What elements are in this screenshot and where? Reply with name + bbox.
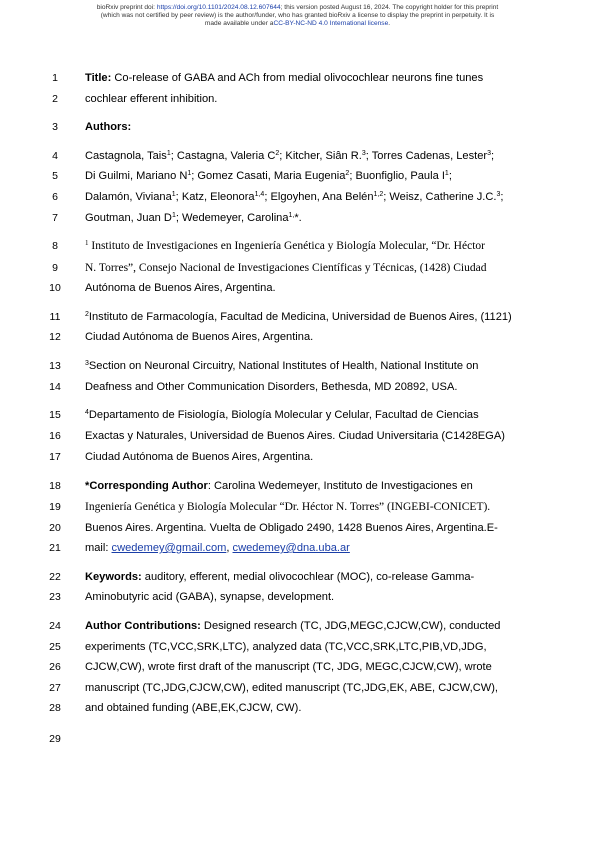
author-contributions bbox=[85, 616, 500, 636]
keywords-label: Keywords: bbox=[85, 571, 142, 583]
manuscript-line bbox=[0, 476, 595, 496]
manuscript-line bbox=[0, 356, 595, 376]
author-name: Di Guilmi, Mariano N bbox=[85, 170, 188, 182]
corresponding-line-2: Ingeniería Genética y Biología Molecular “Dr. Héctor N. Torres” (INGEBI-CONICET). bbox=[85, 501, 491, 513]
line-number: 25 bbox=[49, 641, 61, 653]
corresponding-line-3: Buenos Aires. Argentina. Vuelta de Obligado 2490, 1428 Buenos Aires, Argentina.E- bbox=[85, 522, 498, 534]
title-line-1 bbox=[85, 68, 483, 88]
doi-link[interactable]: https://doi.org/10.1101/2024.08.12.607644 bbox=[156, 4, 281, 11]
line-number: 29 bbox=[49, 733, 61, 745]
authors-line bbox=[85, 208, 302, 228]
manuscript-line bbox=[0, 187, 595, 207]
author-name: ; Elgoyhen, Ana Belén bbox=[264, 191, 374, 203]
manuscript-line bbox=[0, 447, 595, 467]
manuscript-line bbox=[0, 587, 595, 607]
manuscript-line bbox=[0, 426, 595, 446]
affiliation-superscript: 1 bbox=[187, 170, 192, 177]
contributions-label: Author Contributions: bbox=[85, 620, 201, 632]
line-number: 3 bbox=[52, 121, 58, 133]
author-name: Dalamón, Viviana bbox=[85, 191, 172, 203]
author-name: ; Buonfiglio, Paula I bbox=[349, 170, 445, 182]
manuscript-line bbox=[0, 729, 595, 749]
author-separator: ; bbox=[490, 150, 495, 162]
line-number: 21 bbox=[49, 542, 61, 554]
header-text: . bbox=[388, 20, 391, 27]
title-text: Co-release of GABA and ACh from medial olivocochlear neurons fine tunes bbox=[111, 72, 484, 84]
header-text: made available under a bbox=[204, 20, 274, 27]
affiliation-1-line-3: Autónoma de Buenos Aires, Argentina. bbox=[85, 282, 276, 294]
affiliation-superscript: 1, bbox=[288, 212, 295, 219]
line-number: 28 bbox=[49, 702, 61, 714]
line-number: 17 bbox=[49, 451, 61, 463]
contributions-line-2: experiments (TC,VCC,SRK,LTC), analyzed data (TC,VCC,SRK,LTC,PIB,VD,JDG, bbox=[85, 641, 487, 653]
line-number: 6 bbox=[52, 191, 58, 203]
keywords bbox=[85, 567, 474, 587]
corresponding-text: : Carolina Wedemeyer, Instituto de Investigaciones en bbox=[207, 480, 473, 492]
header-text: bioRxiv preprint doi: bbox=[96, 4, 157, 11]
keywords-text: auditory, efferent, medial olivocochlear (MOC), co-release Gamma- bbox=[141, 571, 475, 583]
email-link-uba[interactable]: cwedemey@dna.uba.ar bbox=[232, 542, 350, 554]
author-separator: ; bbox=[500, 191, 504, 203]
line-number: 16 bbox=[49, 430, 61, 442]
manuscript-line bbox=[0, 518, 595, 538]
manuscript-line bbox=[0, 698, 595, 718]
author-separator: ; bbox=[448, 170, 452, 182]
affiliation-2 bbox=[85, 307, 512, 327]
manuscript-line bbox=[0, 678, 595, 698]
authors-heading bbox=[85, 117, 131, 137]
line-number: 26 bbox=[49, 661, 61, 673]
affiliation-text: Instituto de Investigaciones en Ingeniería Genética y Biología Molecular, “Dr. Héctor bbox=[88, 240, 485, 252]
manuscript-line bbox=[0, 208, 595, 228]
affiliation-superscript: 3 bbox=[361, 150, 366, 157]
affiliation-text: Instituto de Farmacología, Facultad de Medicina, Universidad de Buenos Aires, (1121) bbox=[88, 311, 512, 323]
contributions-line-5: and obtained funding (ABE,EK,CJCW, CW). bbox=[85, 702, 302, 714]
line-number: 23 bbox=[49, 591, 61, 603]
corresponding-email-line bbox=[85, 538, 350, 558]
affiliation-superscript: 3 bbox=[487, 150, 491, 157]
line-number: 1 bbox=[52, 72, 58, 84]
keywords-line-2: Aminobutyric acid (GABA), synapse, development. bbox=[85, 591, 335, 603]
manuscript-line bbox=[0, 89, 595, 109]
line-number: 11 bbox=[49, 311, 61, 323]
line-number: 5 bbox=[52, 170, 58, 182]
contributions-line-3: CJCW,CW), wrote first draft of the manuscript (TC, JDG, MEGC,CJCW,CW), wrote bbox=[85, 661, 492, 673]
affiliation-3 bbox=[85, 356, 478, 376]
contributions-line-4: manuscript (TC,JDG,CJCW,CW), edited manuscript (TC,JDG,EK, ABE, CJCW,CW), bbox=[85, 682, 498, 694]
affiliation-3-line-2: Deafness and Other Communication Disorders, Bethesda, MD 20892, USA. bbox=[85, 381, 458, 393]
author-name: Goutman, Juan D bbox=[85, 212, 172, 224]
header-text: ; this version posted August 16, 2024. The copyright holder for this preprint bbox=[280, 4, 499, 11]
manuscript-line bbox=[0, 657, 595, 677]
author-name: ; Gomez Casati, Maria Eugenia bbox=[191, 170, 346, 182]
line-number: 24 bbox=[49, 620, 61, 632]
author-name: ; Castagna, Valeria C bbox=[170, 150, 276, 162]
line-number: 2 bbox=[52, 93, 58, 105]
title-label: Title: bbox=[85, 72, 112, 84]
line-number: 15 bbox=[49, 409, 61, 421]
manuscript-line bbox=[0, 637, 595, 657]
manuscript-line bbox=[0, 497, 595, 517]
affiliation-2-line-2: Ciudad Autónoma de Buenos Aires, Argentina. bbox=[85, 331, 314, 343]
manuscript-line bbox=[0, 538, 595, 558]
affiliation-text: Departamento de Fisiología, Biología Molecular y Celular, Facultad de Ciencias bbox=[88, 409, 479, 421]
affiliation-superscript: 2 bbox=[275, 150, 280, 157]
affiliation-4-line-2: Exactas y Naturales, Universidad de Buenos Aires. Ciudad Universitaria (C1428EGA) bbox=[85, 430, 505, 442]
line-number: 12 bbox=[49, 331, 61, 343]
manuscript-line bbox=[0, 377, 595, 397]
corresponding-label: *Corresponding Author bbox=[85, 480, 208, 492]
authors-line bbox=[85, 166, 452, 186]
author-name: ; Torres Cadenas, Lester bbox=[365, 150, 488, 162]
manuscript-line bbox=[0, 236, 595, 256]
corresponding-marker: *. bbox=[294, 212, 302, 224]
header-line-3 bbox=[20, 20, 575, 28]
line-number: 9 bbox=[52, 262, 58, 274]
line-number: 13 bbox=[49, 360, 61, 372]
manuscript-line bbox=[0, 327, 595, 347]
email-prefix: mail: bbox=[85, 542, 112, 554]
authors-line bbox=[85, 146, 494, 166]
affiliation-superscript: 1 bbox=[171, 191, 176, 198]
line-number: 10 bbox=[49, 282, 61, 294]
line-number: 4 bbox=[52, 150, 58, 162]
line-number: 8 bbox=[52, 240, 58, 252]
affiliation-superscript: 3 bbox=[496, 191, 501, 198]
affiliation-number: 1 bbox=[85, 239, 89, 247]
manuscript-line bbox=[0, 117, 595, 137]
header-line-1 bbox=[20, 4, 575, 12]
author-name: ; Wedemeyer, Carolina bbox=[175, 212, 289, 224]
preprint-header bbox=[20, 4, 575, 28]
license-link[interactable]: CC-BY-NC-ND 4.0 International license bbox=[273, 20, 389, 27]
manuscript-line bbox=[0, 146, 595, 166]
email-link-gmail[interactable]: cwedemey@gmail.com bbox=[111, 542, 227, 554]
email-separator: , bbox=[226, 542, 233, 554]
affiliation-superscript: 1 bbox=[166, 150, 171, 157]
affiliation-superscript: 1 bbox=[444, 170, 449, 177]
affiliation-superscript: 1,4 bbox=[254, 191, 265, 198]
affiliation-number: 4 bbox=[85, 409, 89, 416]
line-number: 14 bbox=[49, 381, 61, 393]
manuscript-line bbox=[0, 258, 595, 278]
affiliation-superscript: 1,2 bbox=[373, 191, 384, 198]
line-number: 18 bbox=[49, 480, 61, 492]
manuscript-line bbox=[0, 68, 595, 88]
manuscript-line bbox=[0, 405, 595, 425]
author-name: Castagnola, Tais bbox=[85, 150, 167, 162]
header-line-2: (which was not certified by peer review) is the author/funder, who has granted bioRxiv a license to display the preprint in perpetuity. It is bbox=[100, 12, 495, 19]
author-name: ; Weisz, Catherine J.C. bbox=[383, 191, 497, 203]
author-name: ; Katz, Eleonora bbox=[175, 191, 255, 203]
affiliation-4 bbox=[85, 405, 479, 425]
affiliation-superscript: 1 bbox=[171, 212, 176, 219]
line-number: 20 bbox=[49, 522, 61, 534]
manuscript-line bbox=[0, 166, 595, 186]
corresponding-author bbox=[85, 476, 473, 496]
manuscript-line bbox=[0, 567, 595, 587]
line-number: 22 bbox=[49, 571, 61, 583]
line-number: 19 bbox=[49, 501, 61, 513]
affiliation-number: 3 bbox=[85, 360, 89, 367]
title-line-2: cochlear efferent inhibition. bbox=[85, 93, 218, 105]
contributions-text: Designed research (TC, JDG,MEGC,CJCW,CW), conducted bbox=[200, 620, 501, 632]
manuscript-line bbox=[0, 307, 595, 327]
affiliation-number: 2 bbox=[85, 311, 89, 318]
line-number: 27 bbox=[49, 682, 61, 694]
affiliation-4-line-3: Ciudad Autónoma de Buenos Aires, Argentina. bbox=[85, 451, 314, 463]
affiliation-superscript: 2 bbox=[345, 170, 350, 177]
authors-line bbox=[85, 187, 503, 207]
affiliation-1 bbox=[85, 236, 485, 256]
affiliation-1-line-2: N. Torres”, Consejo Nacional de Investigaciones Científicas y Técnicas, (1428) Ciudad bbox=[85, 262, 487, 274]
manuscript-line bbox=[0, 278, 595, 298]
manuscript-line bbox=[0, 616, 595, 636]
affiliation-text: Section on Neuronal Circuitry, National Institutes of Health, National Institute on bbox=[88, 360, 479, 372]
line-number: 7 bbox=[52, 212, 58, 224]
authors-label: Authors: bbox=[85, 121, 132, 133]
author-name: ; Kitcher, Siân R. bbox=[279, 150, 362, 162]
